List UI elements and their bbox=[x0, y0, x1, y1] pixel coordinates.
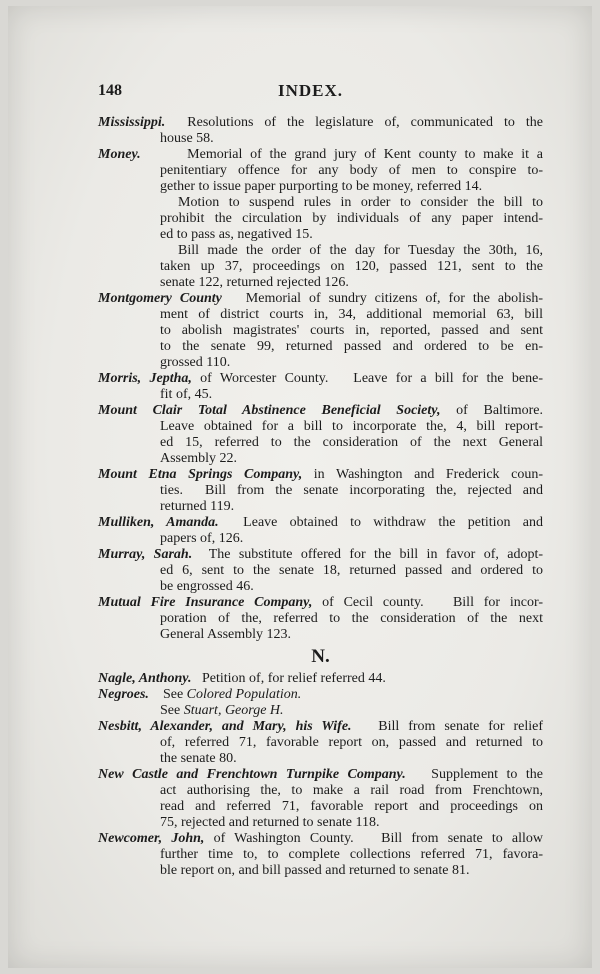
entry-text: of Baltimore. bbox=[440, 403, 543, 418]
index-entry-line bbox=[98, 531, 543, 547]
page-number: 148 bbox=[98, 82, 122, 99]
entry-text: See bbox=[160, 703, 184, 718]
index-entry-line bbox=[98, 339, 543, 355]
index-entry bbox=[98, 467, 543, 483]
entry-text: ed 15, referred to the consideration of the next General bbox=[160, 435, 543, 450]
entry-heading: Mount Clair Total Abstinence Beneficial Society, bbox=[98, 403, 441, 418]
cross-reference: Stuart, George H. bbox=[183, 703, 284, 718]
index-entry-line bbox=[98, 783, 543, 799]
index-entry bbox=[98, 403, 543, 419]
index-entry bbox=[98, 831, 543, 847]
index-entry-line bbox=[98, 211, 543, 227]
page-title: INDEX. bbox=[278, 81, 344, 100]
entry-text: Leave obtained to withdraw the petition and bbox=[218, 515, 543, 530]
index-entry bbox=[98, 147, 543, 163]
index-entry-line bbox=[98, 611, 543, 627]
entry-text: returned 119. bbox=[160, 499, 235, 514]
index-entry bbox=[98, 671, 543, 687]
index-entry-line bbox=[98, 131, 543, 147]
entry-text: to the senate 99, returned passed and ordered to be en- bbox=[160, 339, 543, 354]
entry-heading: Mulliken, Amanda. bbox=[98, 515, 219, 530]
index-entry bbox=[98, 719, 543, 735]
entry-text: Resolutions of the legislature of, communicated to the bbox=[165, 115, 543, 130]
entry-text: ed 6, sent to the senate 18, returned passed and ordered to bbox=[160, 563, 543, 578]
entry-text: See bbox=[148, 687, 187, 702]
entry-text: prohibit the circulation by individuals of any paper intend- bbox=[160, 211, 543, 226]
entry-text: further time to, to complete collections referred 71, favora- bbox=[160, 847, 543, 862]
entry-text: read and referred 71, favorable report and proceedings on bbox=[160, 799, 543, 814]
entry-text: Bill made the order of the day for Tuesday the 30th, 16, bbox=[178, 243, 543, 258]
entry-text: the senate 80. bbox=[160, 751, 237, 766]
entry-text: in Washington and Frederick coun- bbox=[302, 467, 543, 482]
entry-text: Supplement to the bbox=[405, 767, 543, 782]
index-entry-line bbox=[98, 799, 543, 815]
index-entry-line bbox=[98, 195, 543, 211]
entry-text: Motion to suspend rules in order to consider the bill to bbox=[178, 195, 543, 210]
entry-text: ties. Bill from the senate incorporating the, rejected and bbox=[160, 483, 543, 498]
index-entry-line bbox=[98, 735, 543, 751]
entry-heading: Nesbitt, Alexander, and Mary, his Wife. bbox=[98, 719, 352, 734]
entry-heading: Murray, Sarah. bbox=[98, 547, 193, 562]
entry-text: 75, rejected and returned to senate 118. bbox=[160, 815, 380, 830]
entry-heading: Newcomer, John, bbox=[98, 831, 205, 846]
index-entry-line bbox=[98, 483, 543, 499]
entry-heading: New Castle and Frenchtown Turnpike Company. bbox=[98, 767, 406, 782]
index-entry-line bbox=[98, 259, 543, 275]
entry-text: Assembly 22. bbox=[160, 451, 237, 466]
index-entry-line bbox=[98, 563, 543, 579]
entry-heading: Mississippi. bbox=[98, 115, 166, 130]
entry-text: Petition of, for relief referred 44. bbox=[191, 671, 386, 686]
index-entry-line bbox=[98, 815, 543, 831]
index-entry bbox=[98, 687, 543, 703]
index-entry bbox=[98, 515, 543, 531]
cross-reference: Colored Population. bbox=[186, 687, 302, 702]
entry-text: penitentiary offence for any body of men to conspire to- bbox=[160, 163, 543, 178]
entry-text: ment of district courts in, 34, additional memorial 63, bill bbox=[160, 307, 543, 322]
entry-text: of Washington County. Bill from senate to allow bbox=[204, 831, 543, 846]
index-entry-line bbox=[98, 627, 543, 643]
entry-text: to abolish magistrates' courts in, reported, passed and sent bbox=[160, 323, 543, 338]
entry-heading: Mutual Fire Insurance Company, bbox=[98, 595, 313, 610]
index-entry-line bbox=[98, 243, 543, 259]
entry-text: papers of, 126. bbox=[160, 531, 244, 546]
index-entry-line bbox=[98, 451, 543, 467]
entry-heading: Negroes. bbox=[98, 687, 149, 702]
entry-text: Bill from senate for relief bbox=[351, 719, 543, 734]
index-entry bbox=[98, 767, 543, 783]
entry-text: ble report on, and bill passed and returned to senate 81. bbox=[160, 863, 470, 878]
index-entry-line bbox=[98, 847, 543, 863]
index-entry-line bbox=[98, 355, 543, 371]
document-page bbox=[8, 6, 592, 968]
entry-text: house 58. bbox=[160, 131, 214, 146]
entry-text: General Assembly 123. bbox=[160, 627, 292, 642]
entry-text: act authorising the, to make a rail road from Frenchtown, bbox=[160, 783, 543, 798]
entry-text: of Worcester County. Leave for a bill for the bene- bbox=[191, 371, 543, 386]
entry-text: be engrossed 46. bbox=[160, 579, 254, 594]
index-entry bbox=[98, 595, 543, 611]
entry-text: senate 122, returned rejected 126. bbox=[160, 275, 349, 290]
entry-heading: Montgomery County bbox=[98, 291, 222, 306]
entry-text: gether to issue paper purporting to be money, referred 14. bbox=[160, 179, 483, 194]
index-entry-line bbox=[98, 179, 543, 195]
entry-text: fit of, 45. bbox=[160, 387, 213, 402]
index-entry-line bbox=[98, 307, 543, 323]
entry-text: poration of the, referred to the consideration of the next bbox=[160, 611, 543, 626]
index-entry-line bbox=[98, 387, 543, 403]
section-letter-heading: N. bbox=[311, 646, 330, 667]
entry-text: of, referred 71, favorable report on, passed and returned to bbox=[160, 735, 543, 750]
entry-heading: Nagle, Anthony. bbox=[98, 671, 192, 686]
entry-heading: Morris, Jeptha, bbox=[98, 371, 192, 386]
entry-text: Leave obtained for a bill to incorporate the, 4, bill report- bbox=[160, 419, 543, 434]
index-entry bbox=[98, 371, 543, 387]
entry-text: taken up 37, proceedings on 120, passed 121, sent to the bbox=[160, 259, 543, 274]
index-entry-line bbox=[98, 703, 543, 719]
index-entry-line bbox=[98, 499, 543, 515]
index-entry bbox=[98, 547, 543, 563]
index-entry-line bbox=[98, 419, 543, 435]
index-body bbox=[98, 115, 543, 879]
entry-heading: Money. bbox=[98, 147, 141, 162]
entry-text: The substitute offered for the bill in favor of, adopt- bbox=[192, 547, 543, 562]
entry-text: grossed 110. bbox=[160, 355, 231, 370]
entry-heading: Mount Etna Springs Company, bbox=[98, 467, 303, 482]
index-entry-line bbox=[98, 227, 543, 243]
entry-text: ed to pass as, negatived 15. bbox=[160, 227, 313, 242]
index-entry-line bbox=[98, 323, 543, 339]
index-entry-line bbox=[98, 275, 543, 291]
entry-text: Memorial of sundry citizens of, for the abolish- bbox=[221, 291, 543, 306]
index-entry-line bbox=[98, 163, 543, 179]
index-entry bbox=[98, 115, 543, 131]
index-entry-line bbox=[98, 579, 543, 595]
index-entry-line bbox=[98, 751, 543, 767]
index-entry-line bbox=[98, 863, 543, 879]
index-entry-line bbox=[98, 435, 543, 451]
entry-text: of Cecil county. Bill for incor- bbox=[312, 595, 543, 610]
entry-text: Memorial of the grand jury of Kent county to make it a bbox=[140, 147, 543, 162]
index-entry bbox=[98, 291, 543, 307]
